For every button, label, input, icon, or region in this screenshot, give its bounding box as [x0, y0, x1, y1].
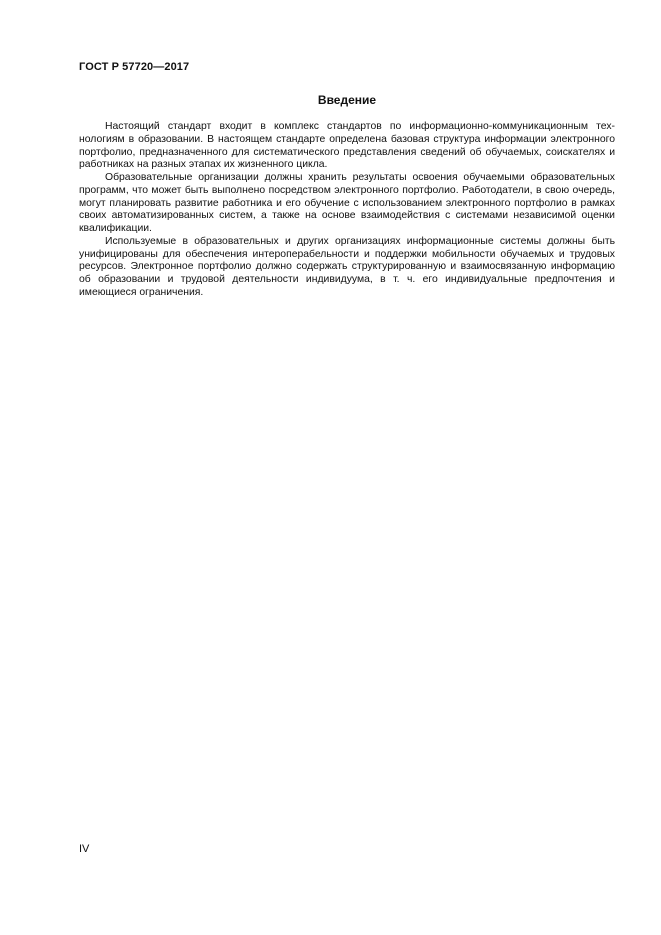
document-header: ГОСТ Р 57720—2017	[79, 61, 190, 73]
paragraph: Настоящий стандарт входит в комплекс стандартов по информационно-коммуникационным технологиям в образовании. В настоящем стандарте определена базовая структура информации электронного портфолио, предназначенного для систематического представления сведений об обучаемых, соискателях и работниках на разных этапах их жизненного цикла.	[79, 121, 615, 171]
body-text	[79, 121, 615, 300]
section-title: Введение	[317, 93, 377, 107]
paragraph: Используемые в образовательных и других организациях информационные системы должны быть унифицированы для обеспечения интероперабельности и поддержки мобильности обучаемых и трудовых ресурсов. Электронное портфолио должно содержать структурированную и взаимосвязанную информацию об образовании и трудовой деятельности индивидуума, в т. ч. его индивидуальные предпочтения и имеющиеся ограничения.	[79, 235, 615, 298]
paragraph: Образовательные организации должны хранить результаты освоения обучаемыми образовательных программ, что может быть выполнено посредством электронного портфолио. Работодатели, в свою очередь, могут планировать развитие работника и его обучение с использованием электронного портфолио в рамках своих автоматизированных систем, а также на основе взаимодействия с системами независимой оценки квалификации.	[79, 172, 615, 234]
page-number: IV	[79, 843, 90, 855]
